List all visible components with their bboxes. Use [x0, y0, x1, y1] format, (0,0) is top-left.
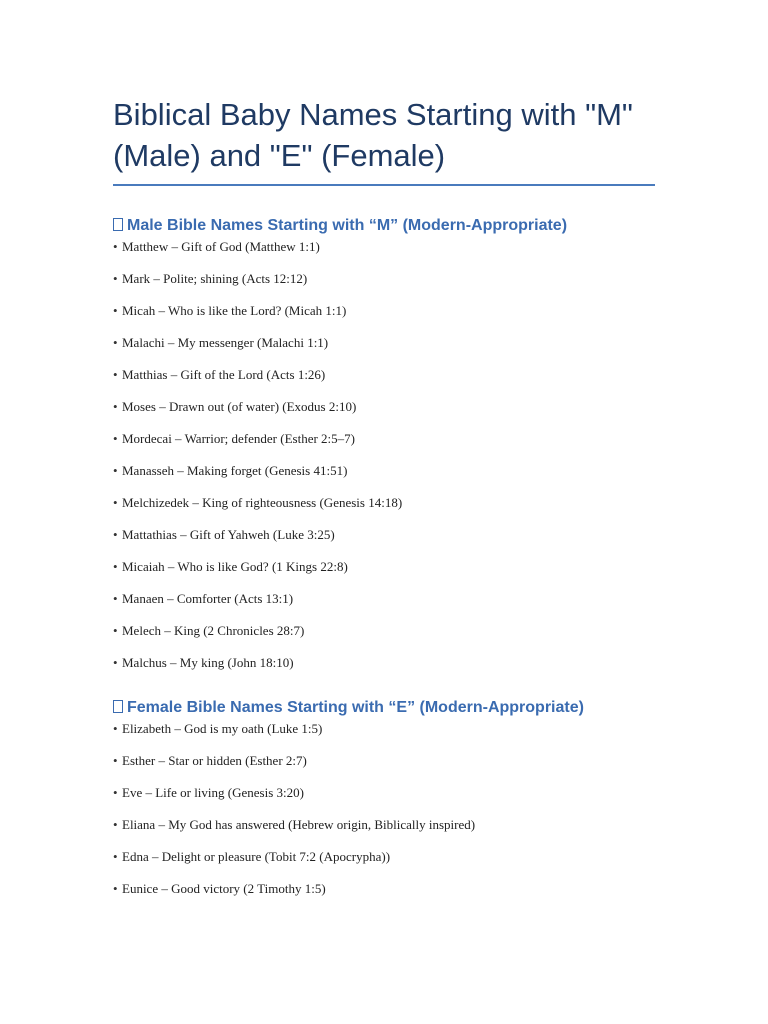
male-names-section	[113, 214, 655, 671]
list-item	[113, 622, 655, 639]
list-item-text: Micah – Who is like the Lord? (Micah 1:1)	[122, 303, 347, 318]
list-item-text: Malchus – My king (John 18:10)	[122, 655, 294, 670]
list-item	[113, 720, 655, 737]
bullet-icon: •	[113, 335, 118, 350]
list-item	[113, 526, 655, 543]
list-item-text: Elizabeth – God is my oath (Luke 1:5)	[122, 721, 323, 736]
list-item-text: Edna – Delight or pleasure (Tobit 7:2 (Apocrypha))	[122, 849, 391, 864]
list-item	[113, 654, 655, 671]
list-item-text: Melech – King (2 Chronicles 28:7)	[122, 623, 305, 638]
bullet-icon: •	[113, 559, 118, 574]
document-page	[113, 94, 655, 912]
bullet-icon: •	[113, 881, 118, 896]
male-section-heading	[113, 214, 655, 238]
male-names-list	[113, 238, 655, 671]
list-item	[113, 302, 655, 319]
list-item-text: Mordecai – Warrior; defender (Esther 2:5–7)	[122, 431, 355, 446]
list-item	[113, 398, 655, 415]
list-item	[113, 462, 655, 479]
bullet-icon: •	[113, 785, 118, 800]
female-names-section	[113, 696, 655, 897]
bullet-icon: •	[113, 367, 118, 382]
list-item-text: Moses – Drawn out (of water) (Exodus 2:10)	[122, 399, 357, 414]
bullet-icon: •	[113, 495, 118, 510]
bullet-icon: •	[113, 399, 118, 414]
list-item	[113, 752, 655, 769]
female-section-heading	[113, 696, 655, 720]
bullet-icon: •	[113, 655, 118, 670]
list-item	[113, 816, 655, 833]
list-item-text: Melchizedek – King of righteousness (Genesis 14:18)	[122, 495, 403, 510]
list-item-text: Micaiah – Who is like God? (1 Kings 22:8)	[122, 559, 348, 574]
bullet-icon: •	[113, 303, 118, 318]
list-item	[113, 880, 655, 897]
list-item	[113, 366, 655, 383]
bullet-icon: •	[113, 431, 118, 446]
bullet-icon: •	[113, 271, 118, 286]
list-item	[113, 334, 655, 351]
female-names-list	[113, 720, 655, 897]
list-item-text: Mark – Polite; shining (Acts 12:12)	[122, 271, 308, 286]
bullet-icon: •	[113, 817, 118, 832]
list-item	[113, 494, 655, 511]
list-item-text: Esther – Star or hidden (Esther 2:7)	[122, 753, 307, 768]
list-item-text: Eliana – My God has answered (Hebrew origin, Biblically inspired)	[122, 817, 476, 832]
bullet-icon: •	[113, 623, 118, 638]
bullet-icon: •	[113, 239, 118, 254]
missing-glyph-icon	[113, 218, 123, 231]
bullet-icon: •	[113, 463, 118, 478]
bullet-icon: •	[113, 753, 118, 768]
bullet-icon: •	[113, 591, 118, 606]
bullet-icon: •	[113, 721, 118, 736]
list-item	[113, 270, 655, 287]
list-item-text: Mattathias – Gift of Yahweh (Luke 3:25)	[122, 527, 335, 542]
list-item-text: Eve – Life or living (Genesis 3:20)	[122, 785, 304, 800]
list-item-text: Matthew – Gift of God (Matthew 1:1)	[122, 239, 320, 254]
male-section-heading-text: Male Bible Names Starting with “M” (Modern-Appropriate)	[127, 217, 568, 234]
list-item	[113, 238, 655, 255]
page-title: Biblical Baby Names Starting with "M" (Male) and "E" (Female)	[113, 97, 633, 173]
list-item-text: Manaen – Comforter (Acts 13:1)	[122, 591, 294, 606]
list-item-text: Manasseh – Making forget (Genesis 41:51)	[122, 463, 348, 478]
list-item	[113, 558, 655, 575]
list-item	[113, 848, 655, 865]
list-item	[113, 430, 655, 447]
list-item-text: Matthias – Gift of the Lord (Acts 1:26)	[122, 367, 326, 382]
list-item	[113, 590, 655, 607]
list-item-text: Eunice – Good victory (2 Timothy 1:5)	[122, 881, 326, 896]
female-section-heading-text: Female Bible Names Starting with “E” (Modern-Appropriate)	[127, 699, 584, 716]
list-item	[113, 784, 655, 801]
missing-glyph-icon	[113, 700, 123, 713]
bullet-icon: •	[113, 527, 118, 542]
bullet-icon: •	[113, 849, 118, 864]
title-divider	[113, 184, 655, 186]
list-item-text: Malachi – My messenger (Malachi 1:1)	[122, 335, 329, 350]
